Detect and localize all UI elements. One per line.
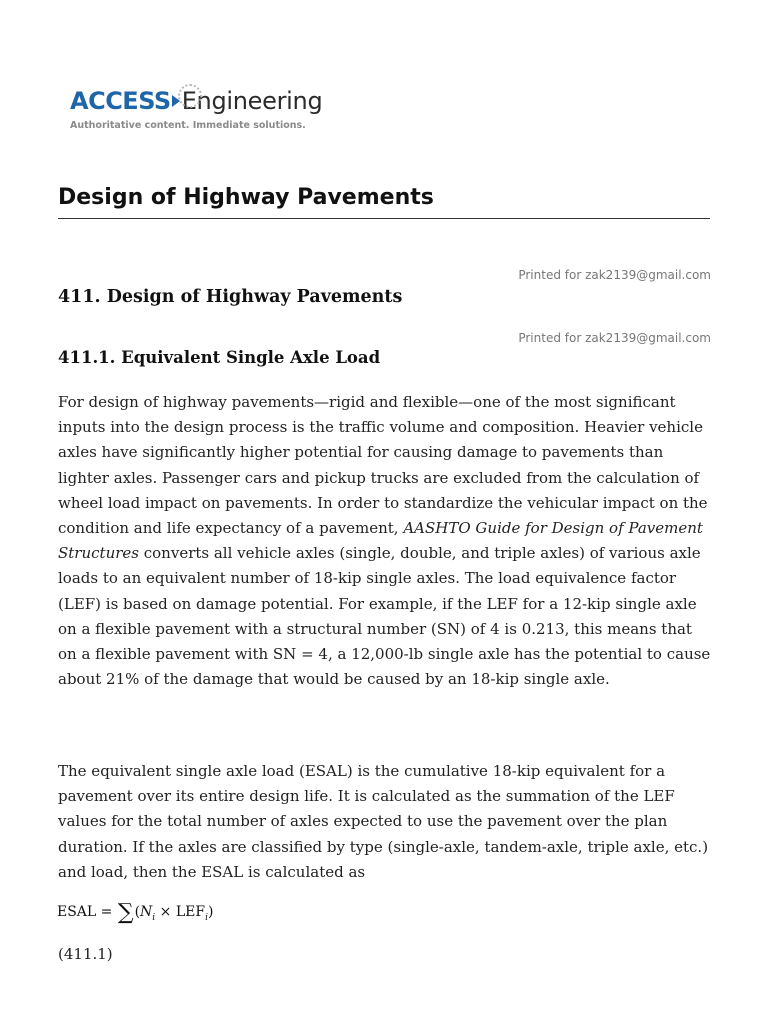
esal-formula	[57, 900, 213, 925]
section-heading: 411. Design of Highway Pavements	[58, 287, 403, 307]
summation-symbol: ∑	[117, 900, 134, 925]
printed-for-note: Printed for zak2139@gmail.com	[518, 268, 711, 282]
para1-text-start: For design of highway pavements—rigid and flexible—one of the most significant inputs into the design process is the traffic volume and composition. Heavier vehicle axles have significantly higher potential for causing damage to pavements than lighter axles. Passenger cars and pickup trucks are excluded from the calculation of wheel load impact on pavements. In order to standardize the vehicular impact on the condition and life expectancy of a pavement,	[58, 393, 708, 538]
formula-lhs: ESAL	[57, 904, 97, 920]
body-paragraph-2: The equivalent single axle load (ESAL) is the cumulative 18-kip equivalent for a pavement over its entire design life. It is calculated as the summation of the LEF values for the total number of axles expected to use the pavement over the plan duration. If the axles are classified by type (single-axle, tandem-axle, triple axle, etc.) and load, then the ESAL is calculated as	[58, 762, 709, 881]
formula-lef: LEF	[175, 904, 206, 920]
logo-gear-icon	[178, 84, 202, 108]
formula-equals: =	[100, 904, 113, 920]
equation-number: (411.1)	[58, 945, 113, 963]
logo-tagline: Authoritative content. Immediate solutions.	[70, 120, 306, 131]
formula-n: N	[140, 904, 153, 920]
printed-for-note-2: Printed for zak2139@gmail.com	[518, 331, 711, 345]
logo-wordmark	[70, 84, 370, 118]
subsection-heading: 411.1. Equivalent Single Axle Load	[58, 348, 381, 367]
logo-access-text: ACCESS	[70, 87, 171, 115]
body-paragraph-1	[58, 390, 713, 692]
title-divider	[58, 218, 710, 219]
document-title: Design of Highway Pavements	[58, 185, 434, 210]
formula-sub-i: i	[152, 912, 156, 923]
formula-times: ×	[159, 904, 172, 920]
para1-book-title: AASHTO Guide for Design of Pavement Structures	[58, 519, 703, 563]
formula-open-paren: (	[134, 904, 141, 920]
para1-text-end: converts all vehicle axles (single, double, and triple axles) of various axle loads to an equivalent number of 18-kip single axles. The load equivalence factor (LEF) is based on damage potential. For example, if the LEF for a 12-kip single axle on a flexible pavement with a structural number (SN) of 4 is 0.213, this means that on a flexible pavement with SN = 4, a 12,000-lb single axle has the potential to cause about 21% of the damage that would be caused by an 18-kip single axle.	[58, 544, 711, 689]
access-engineering-logo	[70, 84, 370, 140]
logo-engineering-text: Engineering	[181, 87, 323, 115]
formula-close-paren: )	[207, 904, 214, 920]
formula-sub-i2: i	[205, 912, 208, 923]
